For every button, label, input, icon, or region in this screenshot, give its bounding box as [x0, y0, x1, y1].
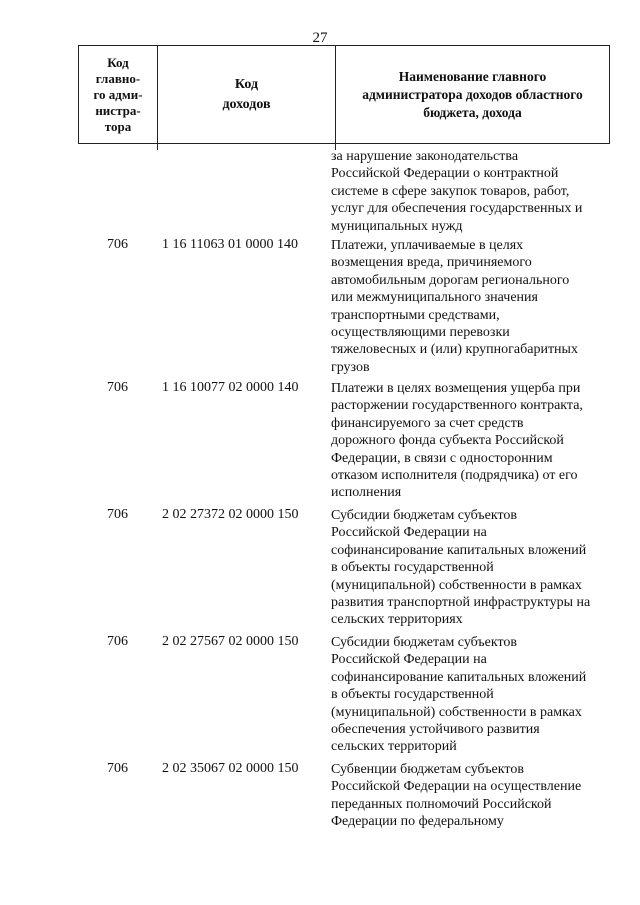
page-number: 27 [312, 30, 328, 46]
row-name: Платежи, уплачиваемые в целях возмещения вреда, причиняемого автомобильным дорогам регионального или межмуниципального значения транспортными средствами, осуществляющими перевозки тяжеловесных и (или) крупногабаритных грузов [331, 238, 578, 375]
row-income-code: 2 02 35067 02 0000 150 [162, 761, 299, 776]
table-header [78, 45, 610, 144]
row-name: Субвенции бюджетам субъектов Российской Федерации на осуществление переданных полномочий Российской Федерации по федеральному [331, 762, 582, 830]
row-income-code: 1 16 10077 02 0000 140 [162, 380, 299, 395]
row-admin-code: 706 [107, 507, 128, 522]
row-admin-code: 706 [107, 237, 128, 252]
row-name: Платежи в целях возмещения ущерба при расторжении государственного контракта, финансируемого за счет средств дорожного фонда субъекта Российской Федерации, в связи с односторонним отказом исполнителя (подрядчика) от его исполнения [331, 381, 583, 501]
row-income-code: 2 02 27372 02 0000 150 [162, 507, 299, 522]
row-admin-code: 706 [107, 761, 128, 776]
row-name: за нарушение законодательства Российской Федерации о контрактной системе в сфере закупок товаров, работ, услуг для обеспечения государственных и муниципальных нужд [331, 149, 583, 234]
header-admin-code: Код главно- го адми- нистра- тора [79, 46, 158, 143]
row-admin-code: 706 [107, 380, 128, 395]
header-name: Наименование главного администратора доходов областного бюджета, дохода [362, 68, 583, 120]
row-name: Субсидии бюджетам субъектов Российской Федерации на софинансирование капитальных вложений в объекты государственной (муниципальной) собственности в рамках развития транспортной инфраструктуры на сельских территориях [331, 508, 591, 628]
header-income-code: Код доходов [158, 46, 336, 143]
row-admin-code: 706 [107, 634, 128, 649]
row-name: Субсидии бюджетам субъектов Российской Федерации на софинансирование капитальных вложений в объекты государственной (муниципальной) собственности в рамках обеспечения устойчивого развития сельских территорий [331, 635, 587, 755]
row-income-code: 2 02 27567 02 0000 150 [162, 634, 299, 649]
column-divider [157, 144, 158, 150]
row-income-code: 1 16 11063 01 0000 140 [162, 237, 298, 252]
